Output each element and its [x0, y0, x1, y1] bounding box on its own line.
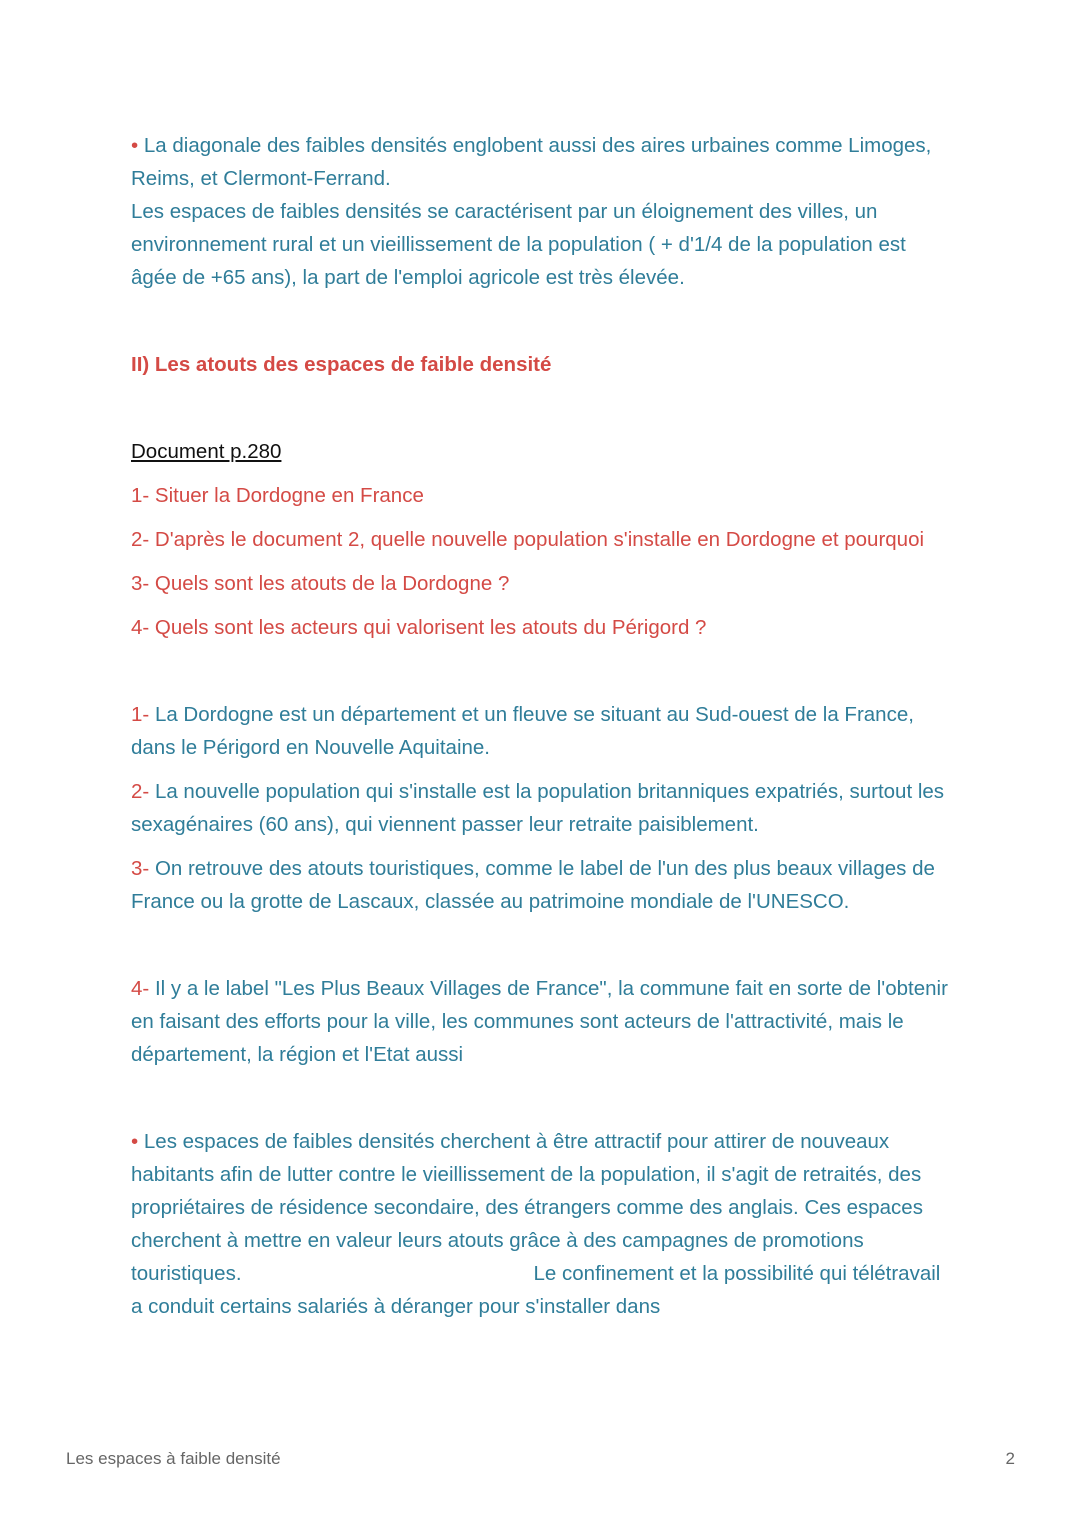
answer-1	[131, 698, 951, 764]
answer-number: 2-	[131, 780, 155, 803]
answer-text: On retrouve des atouts touristiques, comme le label de l'un des plus beaux villages de France ou la grotte de Lascaux, classée au patrimoine mondiale de l'UNESCO.	[131, 857, 935, 913]
answer-number: 1-	[131, 703, 155, 726]
answer-2	[131, 775, 951, 841]
intro-text-1: La diagonale des faibles densités englobent aussi des aires urbaines comme Limoges, Reims, et Clermont-Ferrand.	[131, 134, 932, 190]
bullet-icon: •	[131, 134, 139, 157]
document-reference: Document p.280	[131, 440, 282, 463]
answer-number: 4-	[131, 977, 155, 1000]
answer-text: La nouvelle population qui s'installe est la population britanniques expatriés, surtout les sexagénaires (60 ans), qui viennent passer leur retraite paisiblement.	[131, 780, 945, 836]
final-text-2: Le confinement et la possibilité qui télétravail a conduit certains salariés à déranger pour s'installer dans	[131, 1262, 941, 1318]
final-paragraph	[131, 1125, 951, 1323]
page-content	[131, 129, 951, 1323]
answer-text: Il y a le label "Les Plus Beaux Villages de France", la commune fait en sorte de l'obtenir en faisant des efforts pour la ville, les communes sont acteurs de l'attractivité, mais le département, la région et l'Etat aussi	[131, 977, 948, 1066]
answer-4	[131, 972, 951, 1071]
answer-number: 3-	[131, 857, 155, 880]
intro-paragraph-2: Les espaces de faibles densités se caractérisent par un éloignement des villes, un environnement rural et un vieillissement de la population ( + d'1/4 de la population est âgée de +65 ans), la part de l'emploi agricole est très élevée.	[131, 200, 906, 289]
answer-3	[131, 852, 951, 918]
question-3: 3- Quels sont les atouts de la Dordogne ?	[131, 572, 510, 595]
question-2: 2- D'après le document 2, quelle nouvelle population s'installe en Dordogne et pourquoi	[131, 528, 925, 551]
question-1: 1- Situer la Dordogne en France	[131, 484, 424, 507]
section-heading: II) Les atouts des espaces de faible densité	[131, 353, 552, 376]
final-text-1: Les espaces de faibles densités cherchent à être attractif pour attirer de nouveaux habitants afin de lutter contre le vieillissement de la population, il s'agit de retraités, des propriétaires de résidence secondaire, des étrangers comme des anglais. Ces espaces cherchent à mettre en valeur leurs atouts grâce à des campagnes de promotions touristiques.	[131, 1130, 923, 1285]
bullet-icon: •	[131, 1130, 139, 1153]
page-number: 2	[1005, 1449, 1015, 1468]
intro-paragraph-1	[131, 129, 951, 195]
footer-title: Les espaces à faible densité	[66, 1449, 281, 1468]
question-4: 4- Quels sont les acteurs qui valorisent les atouts du Périgord ?	[131, 616, 707, 639]
answer-text: La Dordogne est un département et un fleuve se situant au Sud-ouest de la France, dans le Périgord en Nouvelle Aquitaine.	[131, 703, 914, 759]
